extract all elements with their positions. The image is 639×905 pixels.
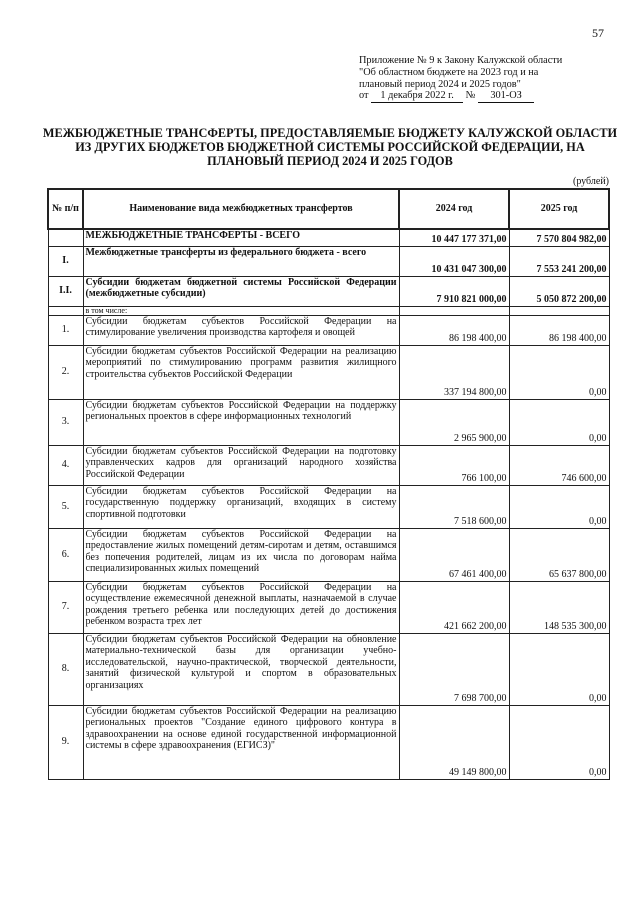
table-row — [48, 229, 609, 246]
row-value-2025: 0,00 — [509, 485, 609, 528]
table-row — [48, 246, 609, 276]
table-row — [48, 581, 609, 633]
row-name: Субсидии бюджетам субъектов Российской Федерации на реализацию мероприятий по стимулированию программ развития жилищного строительства субъектов Российской Федерации — [83, 345, 399, 399]
row-number: 4. — [48, 445, 83, 485]
row-value-2025: 86 198 400,00 — [509, 315, 609, 345]
page-number: 57 — [592, 26, 604, 40]
col-header-2025: 2025 год — [509, 189, 609, 229]
table-row — [48, 445, 609, 485]
row-number: 6. — [48, 528, 83, 581]
row-value-2025 — [509, 306, 609, 315]
row-number: I. — [48, 246, 83, 276]
row-value-2024: 7 698 700,00 — [399, 633, 509, 705]
row-value-2024: 7 518 600,00 — [399, 485, 509, 528]
row-value-2024: 7 910 821 000,00 — [399, 276, 509, 306]
row-name: в том числе: — [83, 306, 399, 315]
unit-label: (рублей) — [572, 176, 609, 187]
row-number: 1. — [48, 315, 83, 345]
row-number: 3. — [48, 399, 83, 445]
row-name: Субсидии бюджетам субъектов Российской Федерации на предоставление жилых помещений детям-сиротам и детям, оставшимся без попечения родителей, лицам из их числа по договорам найма специализированных жилых помещений — [83, 528, 399, 581]
row-value-2025: 0,00 — [509, 345, 609, 399]
row-number: 2. — [48, 345, 83, 399]
annex-line: "Об областном бюджете на 2023 год и на — [359, 66, 539, 78]
table-row — [48, 633, 609, 705]
table-row — [48, 345, 609, 399]
transfers-table — [47, 188, 610, 780]
row-number — [48, 229, 83, 246]
row-name: Субсидии бюджетам субъектов Российской Федерации на обновление материально-технической базы для организации учебно-исследовательской, научно-практической, творческой деятельности, занятий физической культурой и спортом в образовательных организациях — [83, 633, 399, 705]
row-value-2024: 421 662 200,00 — [399, 581, 509, 633]
row-number — [48, 306, 83, 315]
row-value-2024: 2 965 900,00 — [399, 399, 509, 445]
table-row — [48, 306, 609, 315]
row-value-2024: 337 194 800,00 — [399, 345, 509, 399]
row-name: Межбюджетные трансферты из федерального бюджета - всего — [83, 246, 399, 276]
row-name: МЕЖБЮДЖЕТНЫЕ ТРАНСФЕРТЫ - ВСЕГО — [83, 229, 399, 246]
table-row — [48, 399, 609, 445]
row-name: Субсидии бюджетам субъектов Российской Федерации на стимулирование увеличения производства картофеля и овощей — [83, 315, 399, 345]
row-name: Субсидии бюджетам субъектов Российской Федерации на поддержку региональных проектов в сфере информационных технологий — [83, 399, 399, 445]
table-row — [48, 276, 609, 306]
row-value-2024: 10 447 177 371,00 — [399, 229, 509, 246]
table-row — [48, 315, 609, 345]
row-name: Субсидии бюджетам субъектов Российской Федерации на государственную поддержку организаций, входящих в систему спортивной подготовки — [83, 485, 399, 528]
number-label: № — [465, 90, 476, 102]
row-value-2024: 766 100,00 — [399, 445, 509, 485]
row-value-2025: 5 050 872 200,00 — [509, 276, 609, 306]
col-header-name: Наименование вида межбюджетных трансфертов — [83, 189, 399, 229]
row-name: Субсидии бюджетам субъектов Российской Федерации на подготовку управленческих кадров для организаций народного хозяйства Российской Федерации — [83, 445, 399, 485]
row-name: Субсидии бюджетам субъектов Российской Федерации на осуществление ежемесячной денежной выплаты, назначаемой в случае рождения третьего ребенка или последующих детей до достижения ребенком возраста трех лет — [83, 581, 399, 633]
row-value-2025: 0,00 — [509, 399, 609, 445]
row-number: 8. — [48, 633, 83, 705]
table-row — [48, 485, 609, 528]
law-number: 301-ОЗ — [478, 90, 534, 103]
row-value-2025: 746 600,00 — [509, 445, 609, 485]
law-date: 1 декабря 2022 г. — [371, 90, 463, 103]
row-value-2024: 86 198 400,00 — [399, 315, 509, 345]
row-value-2025: 148 535 300,00 — [509, 581, 609, 633]
annex-line: плановый период 2024 и 2025 годов" — [359, 78, 521, 90]
row-name: Субсидии бюджетам субъектов Российской Федерации на реализацию региональных проектов "Создание единого цифрового контура в здравоохранении на основе единой государственной информационной системы в сфере здравоохранения (ЕГИСЗ)" — [83, 705, 399, 779]
from-label: от — [359, 90, 369, 102]
row-value-2024 — [399, 306, 509, 315]
row-value-2024: 10 431 047 300,00 — [399, 246, 509, 276]
col-header-2024: 2024 год — [399, 189, 509, 229]
row-name: Субсидии бюджетам бюджетной системы Российской Федерации (межбюджетные субсидии) — [83, 276, 399, 306]
row-number: 9. — [48, 705, 83, 779]
row-number: 5. — [48, 485, 83, 528]
table-row — [48, 705, 609, 779]
row-number: 7. — [48, 581, 83, 633]
row-value-2025: 7 553 241 200,00 — [509, 246, 609, 276]
row-value-2025: 0,00 — [509, 705, 609, 779]
annex-header — [359, 55, 562, 103]
row-number: I.I. — [48, 276, 83, 306]
row-value-2025: 7 570 804 982,00 — [509, 229, 609, 246]
document-title: МЕЖБЮДЖЕТНЫЕ ТРАНСФЕРТЫ, ПРЕДОСТАВЛЯЕМЫЕ БЮДЖЕТУ КАЛУЖСКОЙ ОБЛАСТИ ИЗ ДРУГИХ БЮДЖЕТОВ БЮДЖЕТНОЙ СИСТЕМЫ РОССИЙСКОЙ ФЕДЕРАЦИИ, НА ПЛАНОВЫЙ ПЕРИОД 2024 И 2025 ГОДОВ — [42, 126, 618, 168]
row-value-2024: 67 461 400,00 — [399, 528, 509, 581]
row-value-2025: 65 637 800,00 — [509, 528, 609, 581]
col-header-number: № п/п — [48, 189, 83, 229]
row-value-2025: 0,00 — [509, 633, 609, 705]
table-row — [48, 528, 609, 581]
annex-line: Приложение № 9 к Закону Калужской области — [359, 55, 563, 66]
row-value-2024: 49 149 800,00 — [399, 705, 509, 779]
